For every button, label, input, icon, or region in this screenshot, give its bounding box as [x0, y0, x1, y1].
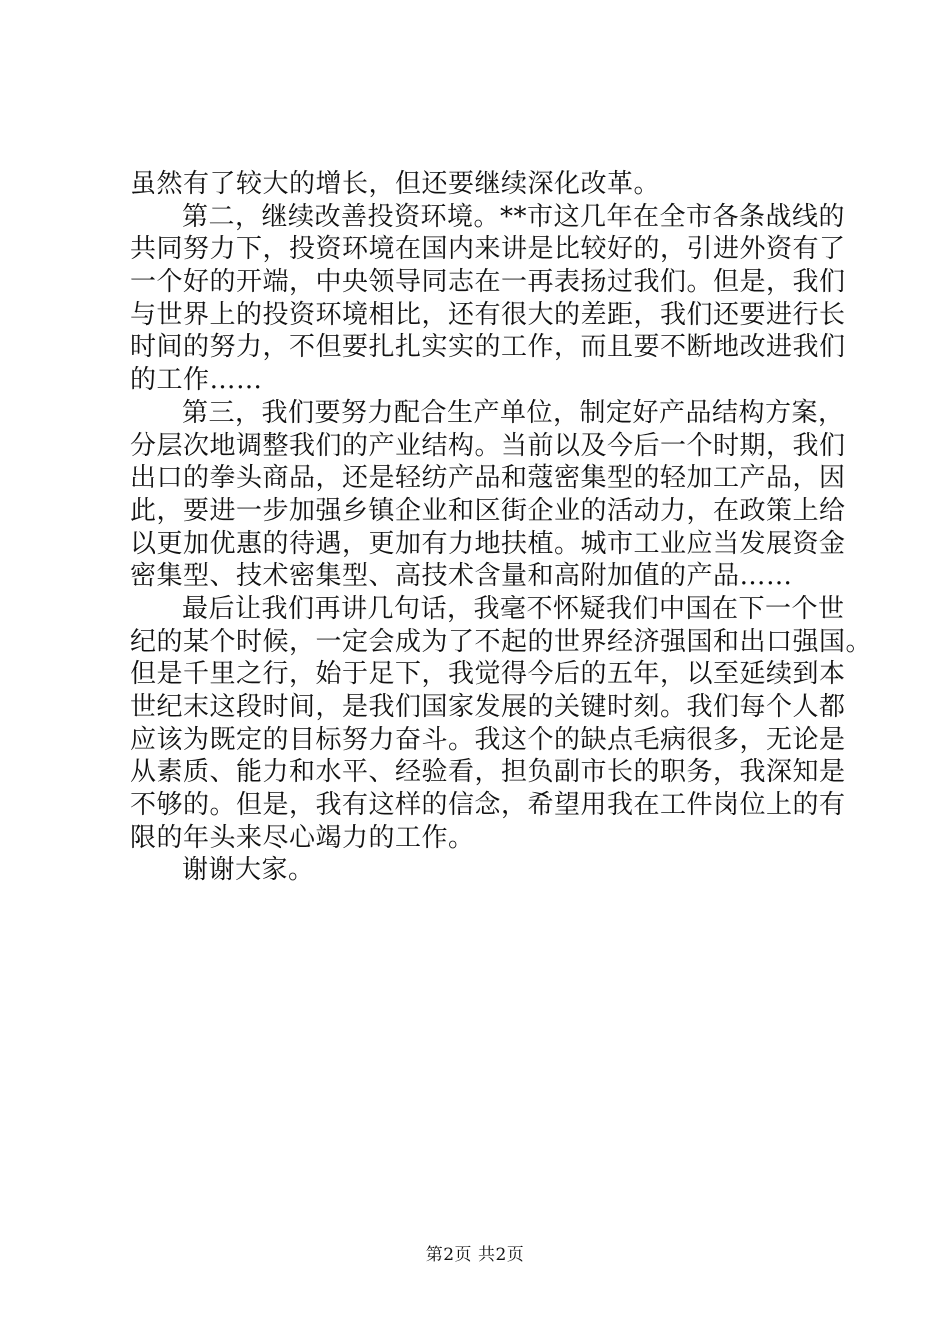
paragraph-4-line-2: 纪的某个时候，一定会成为了不起的世界经济强国和出口强国。: [130, 626, 873, 657]
closing-line: 谢谢大家。: [182, 855, 315, 886]
paragraph-2-line-6: 的工作……: [130, 365, 263, 396]
paragraph-2-line-4: 与世界上的投资环境相比，还有很大的差距，我们还要进行长: [130, 299, 846, 330]
page-footer: 第2页 共2页: [425, 1245, 525, 1265]
paragraph-3-line-3: 出口的拳头商品，还是轻纺产品和蔻密集型的轻加工产品，因: [130, 463, 846, 494]
text-line-1: 虽然有了较大的增长，但还要继续深化改革。: [130, 169, 661, 199]
paragraph-4-line-5: 应该为既定的目标努力奋斗。我这个的缺点毛病很多，无论是: [130, 724, 846, 755]
paragraph-2-line-1: 第二，继续改善投资环境。**市这几年在全市各条战线的: [182, 201, 846, 232]
paragraph-3-line-1: 第三，我们要努力配合生产单位，制定好产品结构方案，: [182, 397, 845, 428]
paragraph-4-line-3: 但是千里之行，始于足下，我觉得今后的五年，以至延续到本: [130, 659, 846, 690]
paragraph-3-line-5: 以更加优惠的待遇，更加有力地扶植。城市工业应当发展资金: [130, 528, 846, 559]
paragraph-2-line-5: 时间的努力，不但要扎扎实实的工作，而且要不断地改进我们: [130, 332, 846, 363]
paragraph-4-line-4: 世纪末这段时间，是我们国家发展的关键时刻。我们每个人都: [130, 692, 846, 722]
paragraph-4-line-6: 从素质、能力和水平、经验看，担负副市长的职务，我深知是: [130, 757, 846, 788]
paragraph-3-line-6: 密集型、技术密集型、高技术含量和高附加值的产品……: [130, 561, 793, 592]
paragraph-2-line-3: 一个好的开端，中央领导同志在一再表扬过我们。但是，我们: [130, 267, 846, 298]
document-body: [130, 168, 873, 887]
paragraph-4-line-1: 最后让我们再讲几句话，我毫不怀疑我们中国在下一个世: [182, 593, 845, 624]
paragraph-4-line-7: 不够的。但是，我有这样的信念，希望用我在工件岗位上的有: [130, 790, 846, 821]
paragraph-2-line-2: 共同努力下，投资环境在国内来讲是比较好的，引进外资有了: [130, 234, 846, 265]
paragraph-3-line-2: 分层次地调整我们的产业结构。当前以及今后一个时期，我们: [130, 430, 846, 461]
paragraph-3-line-4: 此，要进一步加强乡镇企业和区街企业的活动力，在政策上给: [130, 495, 846, 526]
paragraph-4-line-8: 限的年头来尽心竭力的工作。: [130, 822, 475, 853]
